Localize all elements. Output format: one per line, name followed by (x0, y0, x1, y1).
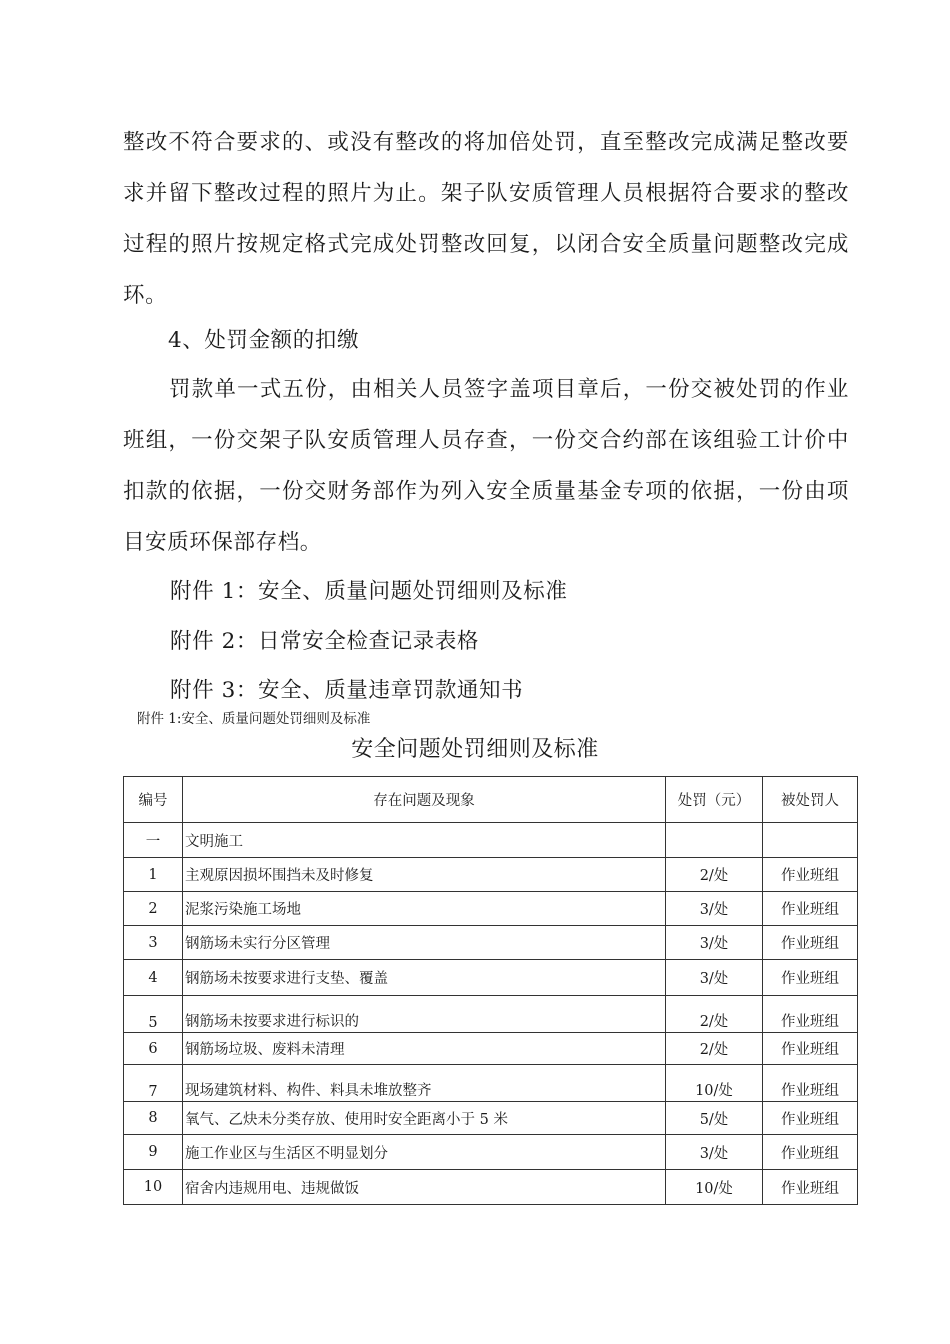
table-row (124, 1170, 858, 1205)
attachment-1-line: 附件 1：安全、质量问题处罚细则及标准 (170, 579, 568, 604)
table-row (124, 1102, 858, 1135)
row-problem: 泥浆污染施工场地 (183, 892, 666, 926)
row-fine: 3/处 (666, 926, 763, 960)
section-fine-empty (666, 823, 763, 858)
row-penalized: 作业班组 (763, 996, 858, 1033)
row-number: 1 (124, 858, 183, 892)
header-penalized: 被处罚人 (763, 777, 858, 823)
row-penalized: 作业班组 (763, 1135, 858, 1170)
row-fine: 5/处 (666, 1102, 763, 1135)
table-row (124, 1065, 858, 1102)
table-row (124, 858, 858, 892)
row-fine: 2/处 (666, 1033, 763, 1065)
section-who-empty (763, 823, 858, 858)
row-problem: 钢筋场垃圾、废料未清理 (183, 1033, 666, 1065)
table-row (124, 926, 858, 960)
header-number: 编号 (124, 777, 183, 823)
row-number: 5 (124, 996, 183, 1033)
table-row (124, 892, 858, 926)
row-penalized: 作业班组 (763, 960, 858, 996)
row-number: 3 (124, 926, 183, 960)
row-problem: 宿舍内违规用电、违规做饭 (183, 1170, 666, 1205)
row-penalized: 作业班组 (763, 1033, 858, 1065)
attachment-2-line: 附件 2：日常安全检查记录表格 (170, 629, 480, 654)
row-penalized: 作业班组 (763, 1170, 858, 1205)
row-penalized: 作业班组 (763, 1102, 858, 1135)
table-row (124, 1135, 858, 1170)
row-number: 8 (124, 1102, 183, 1135)
table-row (124, 960, 858, 996)
table-row (124, 996, 858, 1033)
row-number: 4 (124, 960, 183, 996)
header-problem: 存在问题及现象 (183, 777, 666, 823)
row-problem: 现场建筑材料、构件、料具未堆放整齐 (183, 1065, 666, 1102)
penalty-table (123, 776, 858, 1205)
row-fine: 10/处 (666, 1170, 763, 1205)
heading-fine-deduction: 4、处罚金额的扣缴 (168, 328, 360, 353)
paragraph-rectification: 整改不符合要求的、或没有整改的将加倍处罚，直至整改完成满足整改要求并留下整改过程的照片为止。架子队安质管理人员根据符合要求的整改过程的照片按规定格式完成处罚整改回复，以闭合安全质量问题整改完成环。 (123, 130, 849, 308)
row-number: 6 (124, 1033, 183, 1065)
row-penalized: 作业班组 (763, 926, 858, 960)
row-problem: 施工作业区与生活区不明显划分 (183, 1135, 666, 1170)
row-penalized: 作业班组 (763, 892, 858, 926)
attachment-3-line: 附件 3：安全、质量违章罚款通知书 (170, 678, 524, 703)
table-row (124, 1033, 858, 1065)
row-number: 2 (124, 892, 183, 926)
row-fine: 3/处 (666, 892, 763, 926)
row-problem: 钢筋场未按要求进行支垫、覆盖 (183, 960, 666, 996)
section-number: 一 (124, 823, 183, 858)
row-penalized: 作业班组 (763, 858, 858, 892)
row-number: 7 (124, 1065, 183, 1102)
table-title: 安全问题处罚细则及标准 (351, 737, 599, 762)
section-row (124, 823, 858, 858)
section-title: 文明施工 (183, 823, 666, 858)
row-number: 9 (124, 1135, 183, 1170)
row-fine: 2/处 (666, 996, 763, 1033)
row-fine: 2/处 (666, 858, 763, 892)
row-fine: 10/处 (666, 1065, 763, 1102)
row-problem: 主观原因损坏围挡未及时修复 (183, 858, 666, 892)
row-problem: 钢筋场未按要求进行标识的 (183, 996, 666, 1033)
paragraph-fine-slip: 罚款单一式五份，由相关人员签字盖项目章后，一份交被处罚的作业班组，一份交架子队安质管理人员存查，一份交合约部在该组验工计价中扣款的依据，一份交财务部作为列入安全质量基金专项的依据，一份由项目安质环保部存档。 (123, 377, 849, 555)
row-number: 10 (124, 1170, 183, 1205)
table-header-row (124, 777, 858, 823)
row-fine: 3/处 (666, 1135, 763, 1170)
attachment-caption: 附件 1:安全、质量问题处罚细则及标准 (137, 711, 371, 727)
row-penalized: 作业班组 (763, 1065, 858, 1102)
header-fine: 处罚（元） (666, 777, 763, 823)
row-problem: 氧气、乙炔未分类存放、使用时安全距离小于 5 米 (183, 1102, 666, 1135)
row-problem: 钢筋场未实行分区管理 (183, 926, 666, 960)
row-fine: 3/处 (666, 960, 763, 996)
